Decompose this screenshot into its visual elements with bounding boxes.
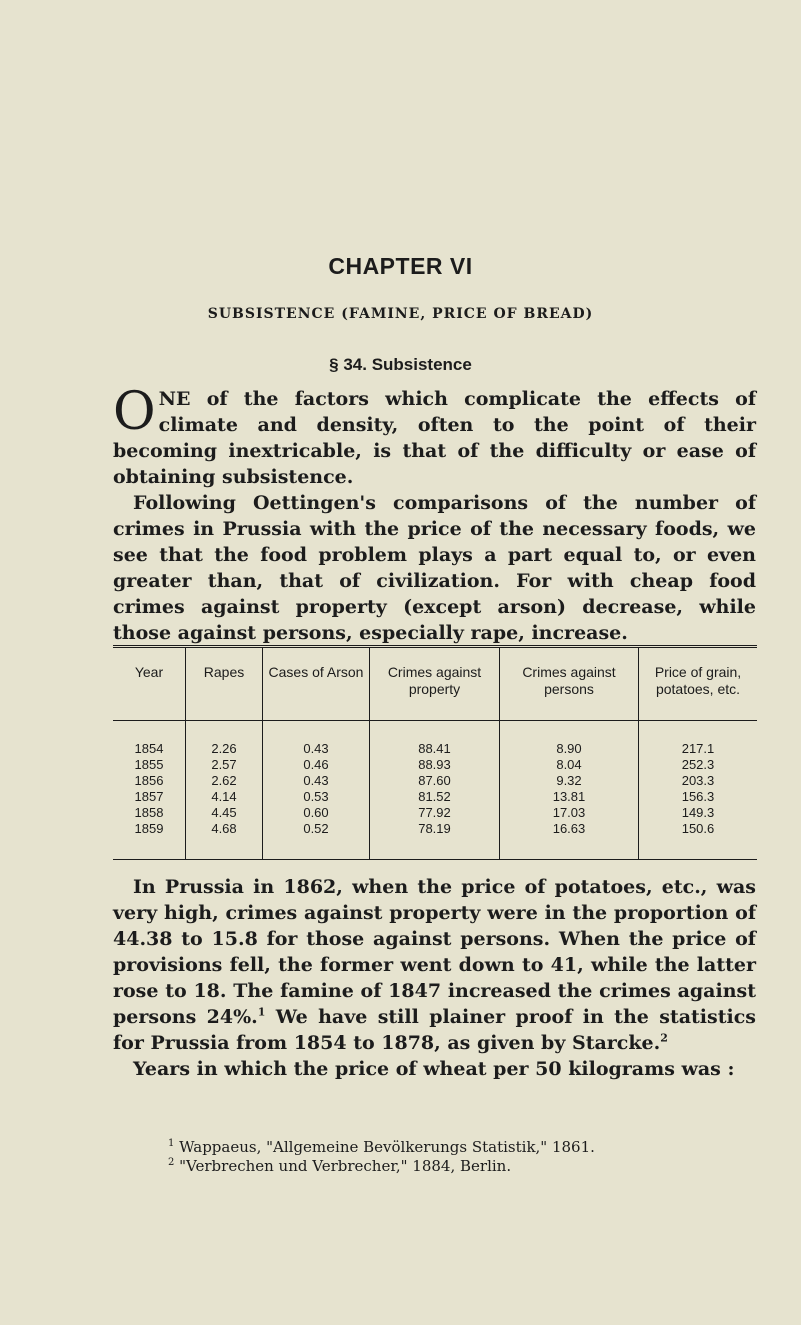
table-row [113, 805, 757, 821]
paragraph-4: Years in which the price of wheat per 50 kilograms was : [133, 1058, 735, 1080]
table-cell: 88.93 [370, 757, 500, 773]
table-cell: 150.6 [639, 821, 758, 860]
intro-paragraphs [113, 382, 756, 646]
table-cell: 2.57 [186, 757, 263, 773]
table-cell: 0.60 [263, 805, 370, 821]
table-cell: 16.63 [500, 821, 639, 860]
table-cell: 4.68 [186, 821, 263, 860]
table-cell: 217.1 [639, 721, 758, 758]
table-cell: 156.3 [639, 789, 758, 805]
body-paragraphs [113, 874, 756, 1082]
footnote-ref-2: 2 [660, 1031, 668, 1045]
section-heading: § 34. Subsistence [329, 355, 472, 374]
table-cell: 0.43 [263, 721, 370, 758]
header-year: Year [113, 647, 186, 721]
chapter-title: CHAPTER VI [328, 253, 473, 279]
header-crimes-property: Crimes against property [370, 647, 500, 721]
table-cell: 4.14 [186, 789, 263, 805]
table-cell: 2.26 [186, 721, 263, 758]
table-cell: 0.43 [263, 773, 370, 789]
table-cell: 81.52 [370, 789, 500, 805]
table-cell: 77.92 [370, 805, 500, 821]
paragraph-1 [113, 382, 756, 490]
table-cell: 252.3 [639, 757, 758, 773]
crime-statistics-table [113, 645, 757, 860]
table-cell: 1855 [134, 757, 164, 772]
table-cell: 78.19 [370, 821, 500, 860]
table-cell: 1859 [134, 821, 164, 836]
chapter-subtitle: SUBSISTENCE (FAMINE, PRICE OF BREAD) [207, 306, 594, 322]
table-cell: 4.45 [186, 805, 263, 821]
footnote-2 [168, 1157, 758, 1175]
table-header-row [113, 647, 757, 721]
table-row [113, 773, 757, 789]
header-arson: Cases of Arson [263, 647, 370, 721]
header-price: Price of grain, potatoes, etc. [639, 647, 758, 721]
paragraph-3-text-a: In Prussia in 1862, when the price of potatoes, etc., was very high, crimes against property were in the proportion of 44.38 to 15.8 for those against persons. When the price of provisions fell, the former went down to 41, while the latter rose to 18. The famine of 1847 increased the crimes against persons 24%. [113, 876, 756, 1028]
paragraph-1-text: NE of the factors which complicate the effects of climate and density, often to the point of their becoming inextricable, is that of the difficulty or ease of obtaining subsistence. [113, 388, 756, 488]
table-cell: 13.81 [500, 789, 639, 805]
table-cell: 87.60 [370, 773, 500, 789]
table-cell: 0.52 [263, 821, 370, 860]
footnote-2-text: "Verbrechen und Verbrecher," 1884, Berlin. [174, 1157, 512, 1175]
footnote-1 [168, 1138, 758, 1156]
footnote-2-mark: 2 [168, 1157, 175, 1168]
table-cell: 9.32 [500, 773, 639, 789]
table-cell: 1858 [134, 805, 164, 820]
table-cell: 8.90 [500, 721, 639, 758]
table-cell: 8.04 [500, 757, 639, 773]
table-row [113, 721, 757, 758]
table-row [113, 821, 757, 860]
table-cell: 1857 [134, 789, 164, 804]
drop-cap: O [113, 382, 156, 442]
table-cell: 88.41 [370, 721, 500, 758]
paragraph-2: Following Oettingen's comparisons of the number of crimes in Prussia with the price of the necessary foods, we see that the food problem plays a part equal to, or even greater than, that of civilization. For with cheap food crimes against property (except arson) decrease, while those against persons, especially rape, increase. [113, 492, 756, 644]
table-cell: 203.3 [639, 773, 758, 789]
footnote-1-text: Wappaeus, "Allgemeine Bevölkerungs Statistik," 1861. [174, 1138, 595, 1156]
table-cell: 0.46 [263, 757, 370, 773]
table-row [113, 789, 757, 805]
table-cell: 149.3 [639, 805, 758, 821]
table-cell: 1856 [134, 773, 164, 788]
paragraph-3 [113, 874, 756, 1056]
table-cell: 17.03 [500, 805, 639, 821]
table-cell: 2.62 [186, 773, 263, 789]
paragraph-3-text-b: We have still plainer proof in the statistics for Prussia from 1854 to 1878, as given by Starcke. [113, 1006, 756, 1054]
table-cell: 0.53 [263, 789, 370, 805]
table-row [113, 757, 757, 773]
table-cell: 1854 [134, 741, 164, 756]
footnote-1-mark: 1 [168, 1138, 175, 1149]
header-rapes: Rapes [186, 647, 263, 721]
footnote-ref-1: 1 [257, 1005, 266, 1019]
header-crimes-persons: Crimes against persons [500, 647, 639, 721]
